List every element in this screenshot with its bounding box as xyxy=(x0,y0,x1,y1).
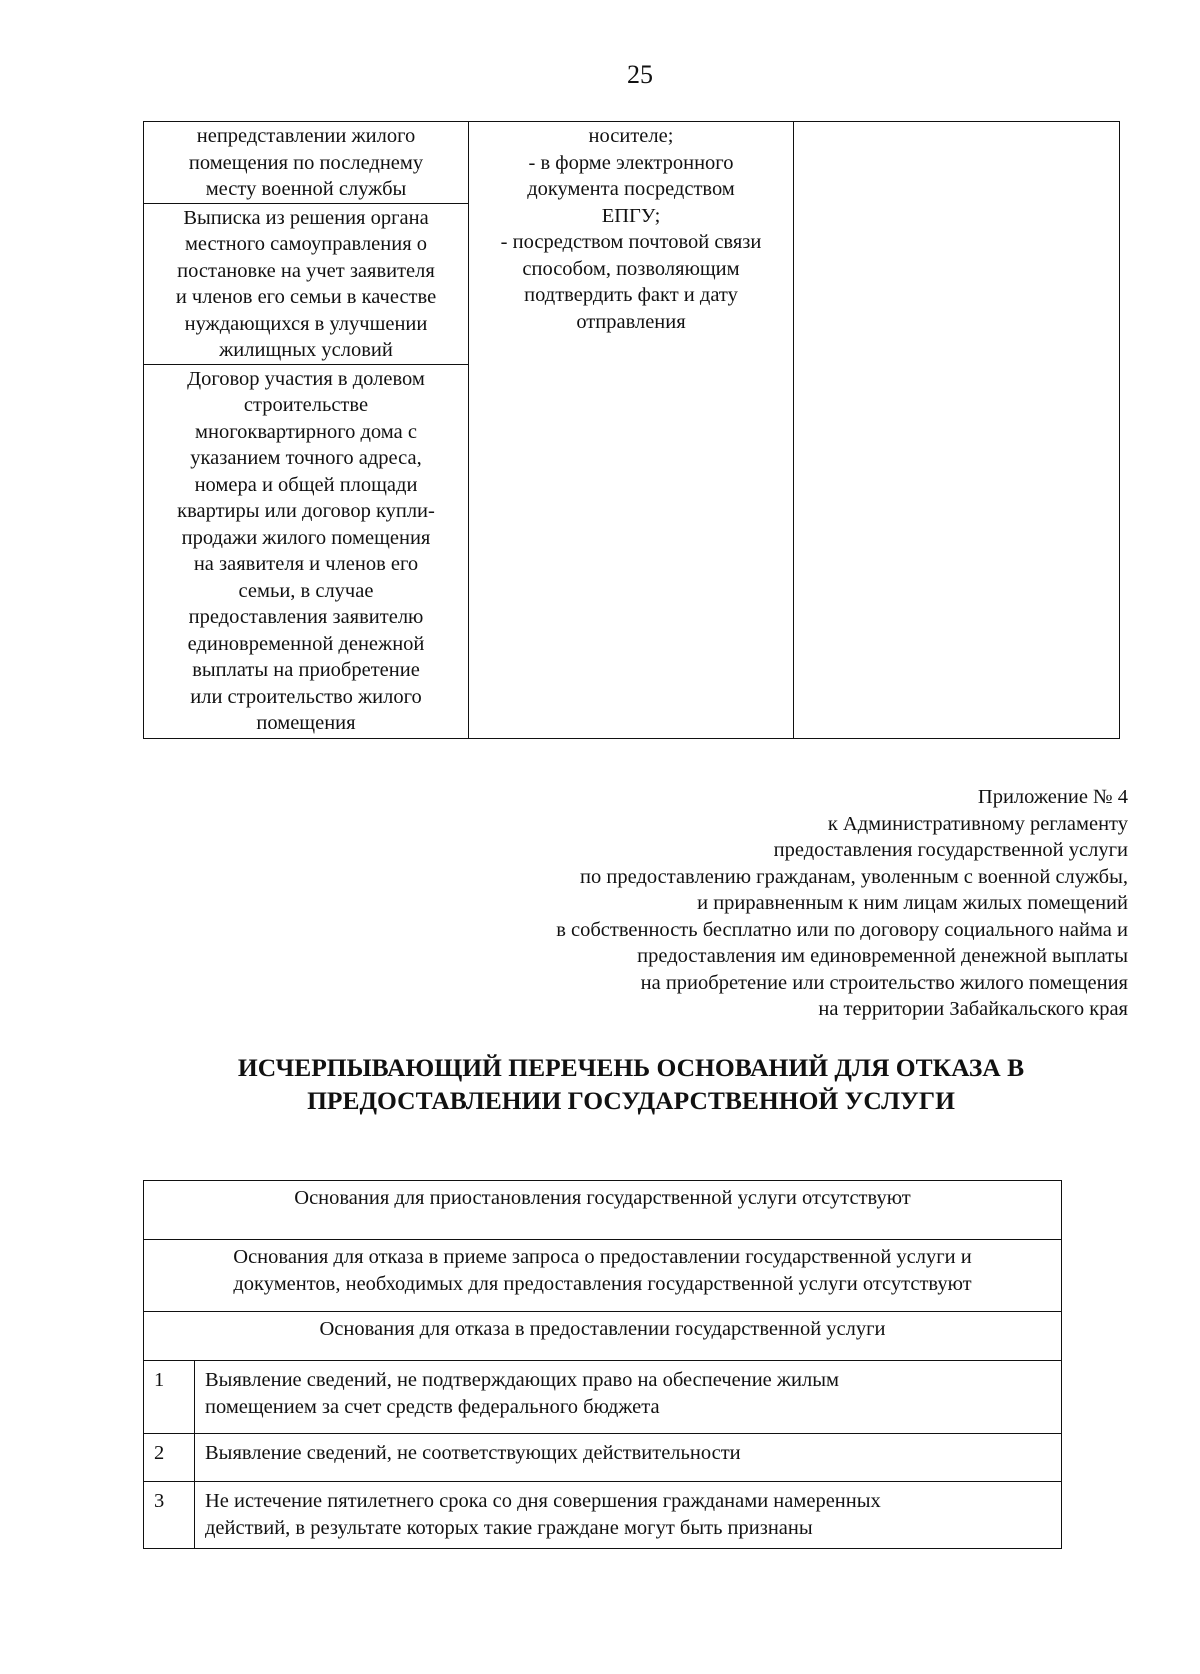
cell-line: Не истечение пятилетнего срока со дня совершения гражданами намеренных xyxy=(205,1490,881,1512)
cell-line: нуждающихся в улучшении xyxy=(184,312,428,335)
cell-line: жилищных условий xyxy=(219,339,393,361)
row-number: 1 xyxy=(144,1361,195,1434)
cell-line: Выявление сведений, не соответствующих действительности xyxy=(205,1442,741,1464)
cell-line: документа посредством xyxy=(527,178,735,200)
header-line: Основания для отказа в предоставлении государственной услуги xyxy=(319,1318,886,1340)
page-number: 25 xyxy=(627,60,653,89)
header-line: Основания для отказа в приеме запроса о предоставлении государственной услуги и xyxy=(233,1246,972,1268)
cell-line: подтвердить факт и дату xyxy=(524,284,738,306)
header-line: Основания для приостановления государственной услуги отсутствуют xyxy=(294,1187,911,1209)
cell-line: носителе; xyxy=(588,125,674,147)
cell-line: - в форме электронного xyxy=(528,151,734,174)
row-number: 2 xyxy=(144,1434,195,1482)
cell-line: и членов его семьи в качестве xyxy=(175,286,437,308)
row-number: 3 xyxy=(144,1482,195,1549)
cell-line: отправления xyxy=(576,310,686,333)
cell-line: продажи жилого помещения xyxy=(181,526,431,549)
title-line: ПРЕДОСТАВЛЕНИИ ГОСУДАРСТВЕННОЙ УСЛУГИ xyxy=(307,1086,955,1115)
cell-line: месту военной службы xyxy=(205,178,407,200)
cell-line: или строительство жилого xyxy=(190,685,422,708)
appendix-header xyxy=(368,784,1128,1023)
cell-line: Договор участия в долевом xyxy=(187,367,425,390)
table-row xyxy=(144,1361,1062,1434)
cell-line: постановке на учет заявителя xyxy=(177,259,435,282)
cell-line: - посредством почтовой связи xyxy=(500,231,762,253)
cell-line: единовременной денежной xyxy=(187,632,425,655)
cell-line: квартиры или договор купли- xyxy=(177,500,435,522)
header-line: документов, необходимых для предоставления государственной услуги отсутствуют xyxy=(233,1272,972,1295)
cell-line: семьи, в случае xyxy=(238,579,374,602)
cell-line: помещения xyxy=(256,712,356,734)
table-header-row xyxy=(144,1312,1062,1361)
appendix-line: на территории Забайкальского края xyxy=(818,998,1128,1020)
appendix-line: по предоставлению гражданам, уволенным с военной службы, xyxy=(580,865,1128,888)
appendix-line: предоставления государственной услуги xyxy=(773,839,1128,861)
cell-line: Выписка из решения органа xyxy=(183,206,429,229)
cell-line: номера и общей площади xyxy=(194,473,418,496)
appendix-line: предоставления им единовременной денежной выплаты xyxy=(637,945,1128,967)
title-line: ИСЧЕРПЫВАЮЩИЙ ПЕРЕЧЕНЬ ОСНОВАНИЙ ДЛЯ ОТКАЗА В xyxy=(237,1053,1025,1082)
cell-line: предоставления заявителю xyxy=(188,606,424,628)
ground-text xyxy=(195,1482,1062,1549)
table-header-row xyxy=(144,1240,1062,1312)
submission-method-cell xyxy=(469,122,794,739)
cell-line: выплаты на приобретение xyxy=(192,659,420,681)
cell-line: строительстве xyxy=(243,394,369,416)
table-header-row xyxy=(144,1181,1062,1240)
cell-line: на заявителя и членов его xyxy=(193,553,419,575)
ground-text xyxy=(195,1361,1062,1434)
empty-cell xyxy=(794,122,1120,739)
appendix-line: к Административному регламенту xyxy=(827,812,1128,835)
table-row xyxy=(144,122,1120,204)
document-cell xyxy=(144,122,469,204)
cell-line: Выявление сведений, не подтверждающих право на обеспечение жилым xyxy=(205,1369,840,1391)
cell-line: местного самоуправления о xyxy=(184,233,428,255)
cell-line: помещением за счет средств федерального бюджета xyxy=(205,1395,660,1418)
ground-text xyxy=(195,1434,1062,1482)
refusal-grounds-table xyxy=(143,1180,1062,1549)
suspension-grounds-header xyxy=(144,1181,1062,1240)
cell-line: способом, позволяющим xyxy=(522,257,740,280)
service-refusal-header xyxy=(144,1312,1062,1361)
appendix-line: на приобретение или строительство жилого помещения xyxy=(640,971,1128,994)
table-row xyxy=(144,1482,1062,1549)
documents-continuation-table xyxy=(143,121,1120,739)
table-row xyxy=(144,1434,1062,1482)
document-cell xyxy=(144,364,469,738)
cell-line: многоквартирного дома с xyxy=(195,420,417,443)
cell-line: указанием точного адреса, xyxy=(190,447,422,469)
appendix-line: Приложение № 4 xyxy=(977,786,1128,808)
cell-line: помещения по последнему xyxy=(188,151,424,174)
appendix-line: в собственность бесплатно или по договору социального найма и xyxy=(556,918,1128,941)
document-title xyxy=(143,1051,1119,1117)
cell-line: действий, в результате которых такие граждане могут быть признаны xyxy=(205,1516,813,1539)
cell-line: непредставлении жилого xyxy=(196,125,416,147)
cell-line: ЕПГУ; xyxy=(601,204,661,227)
reception-refusal-header xyxy=(144,1240,1062,1312)
appendix-line: и приравненным к ним лицам жилых помещений xyxy=(697,892,1128,914)
document-cell xyxy=(144,203,469,364)
